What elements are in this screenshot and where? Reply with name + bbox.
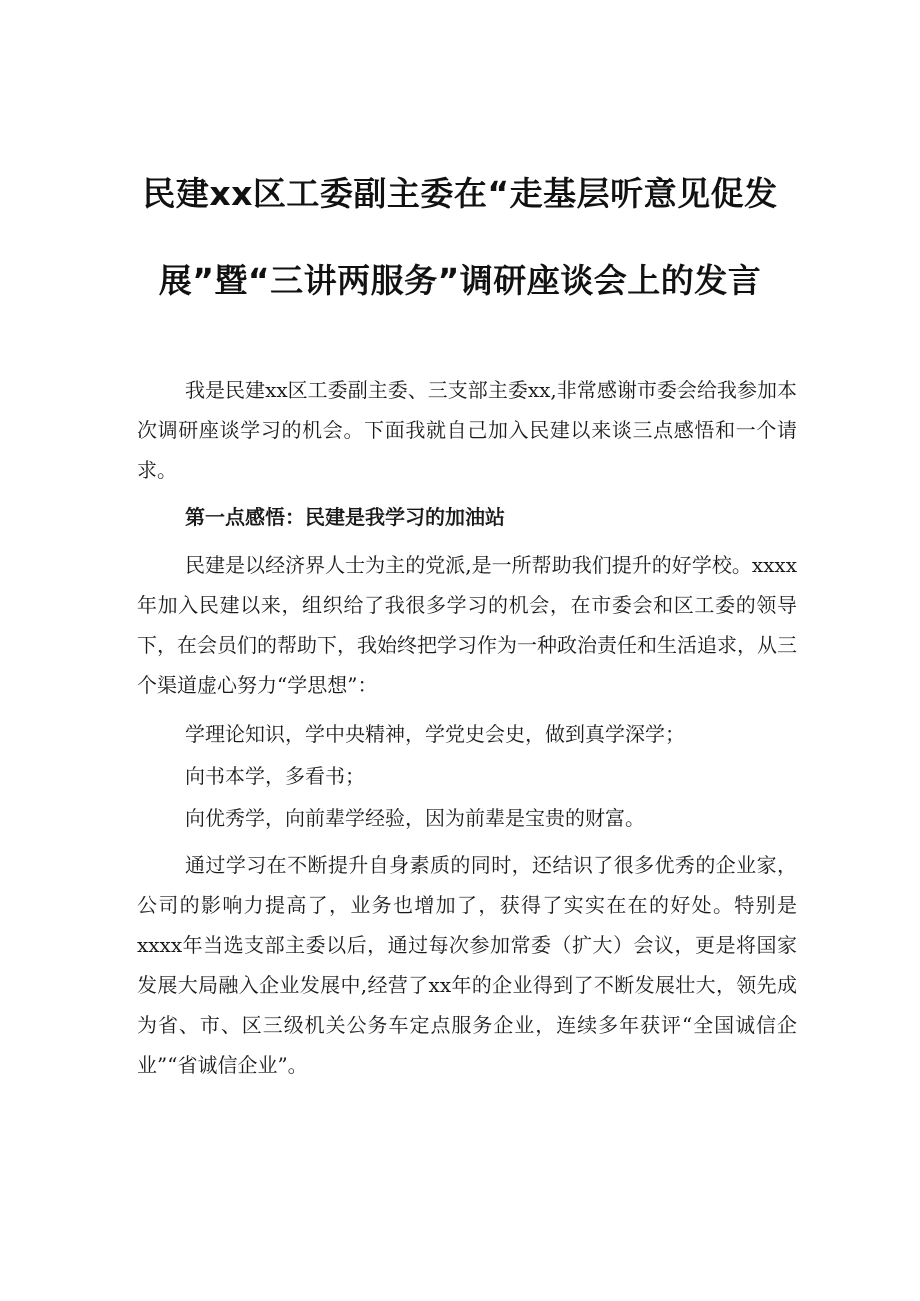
section1-heading-block	[137, 497, 797, 537]
list-item-block-1	[137, 714, 797, 754]
section1-paragraph-1: 民建是以经济界人士为主的党派,是一所帮助我们提升的好学校。xxxx年加入民建以来，组织给了我很多学习的机会，在市委会和区工委的领导下，在会员们的帮助下，我始终把学习作为一种政治责任和生活追求，从三个渠道虚心努力“学思想”：	[137, 553, 797, 697]
section1-paragraph2-block	[137, 845, 797, 1085]
intro-paragraph: 我是民建xx区工委副主委、三支部主委xx,非常感谢市委会给我参加本次调研座谈学习的机会。下面我就自己加入民建以来谈三点感悟和一个请求。	[137, 378, 797, 482]
list-item-block-2	[137, 756, 797, 796]
list-item-block-3	[137, 798, 797, 838]
section1-heading: 第一点感悟：民建是我学习的加油站	[185, 505, 505, 529]
document-title-line-2: 展”暨“三讲两服务”调研座谈会上的发言	[158, 261, 762, 300]
intro-paragraph-block	[137, 370, 797, 490]
list-item: 向书本学，多看书；	[185, 764, 365, 788]
list-item: 向优秀学，向前辈学经验，因为前辈是宝贵的财富。	[185, 806, 645, 830]
document-title-line-1: 民建xx区工委副主委在“走基层听意见促发	[142, 174, 778, 213]
section1-paragraph-2: 通过学习在不断提升自身素质的同时，还结识了很多优秀的企业家，公司的影响力提高了，业务也增加了，获得了实实在在的好处。特别是xxxx年当选支部主委以后，通过每次参加常委（扩大）会议，更是将国家发展大局融入企业发展中,经营了xx年的企业得到了不断发展壮大，领先成为省、市、区三级机关公务车定点服务企业，连续多年获评“全国诚信企业”“省诚信企业”。	[137, 853, 797, 1077]
section1-paragraph1-block	[137, 545, 797, 705]
list-item: 学理论知识，学中央精神，学党史会史，做到真学深学；	[185, 722, 685, 746]
